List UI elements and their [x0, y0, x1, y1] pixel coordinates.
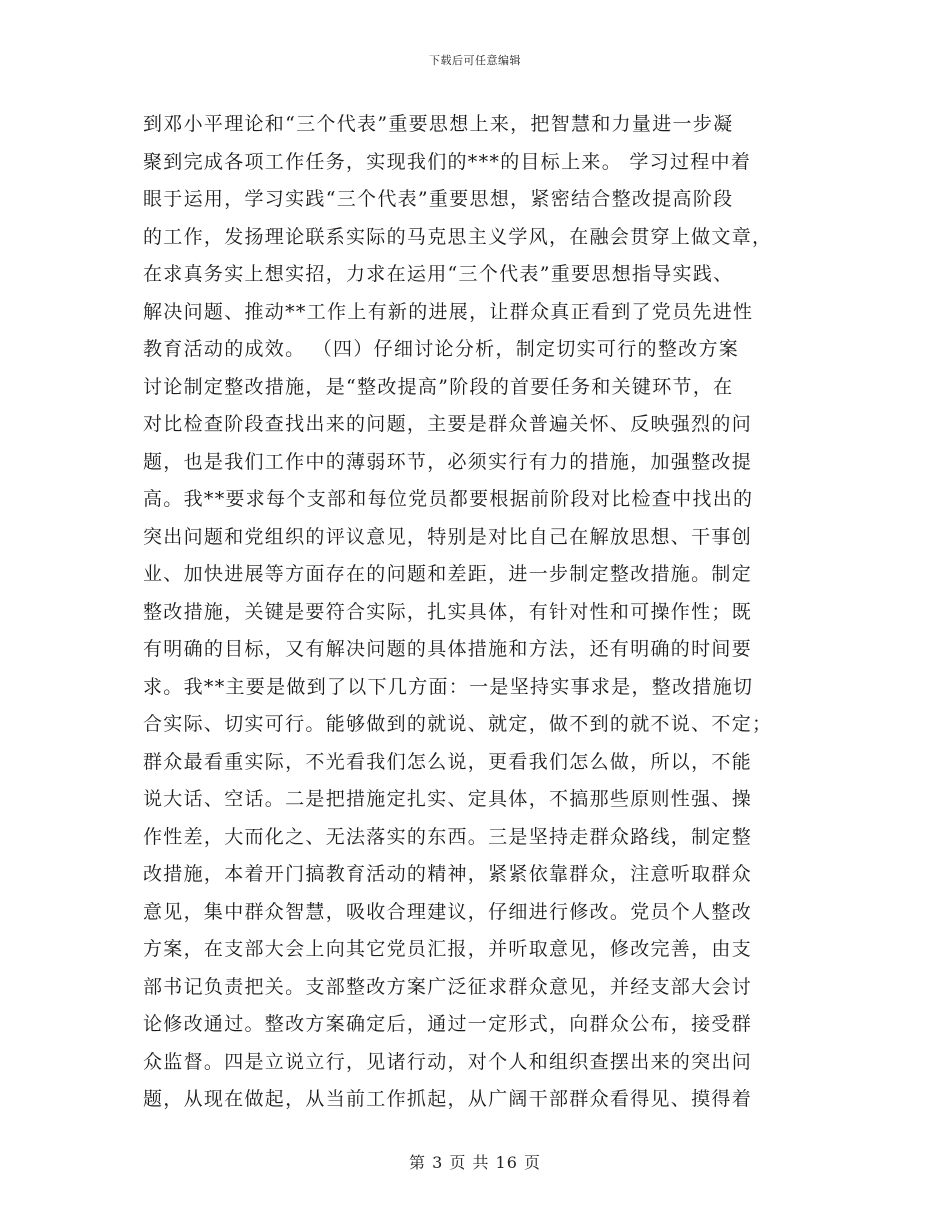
body-text — [143, 106, 803, 1119]
page-footer: 第 3 页 共 16 页 — [409, 1153, 541, 1172]
text-line: 方案，在支部大会上向其它党员汇报，并听取意见，修改完善，由支 — [143, 938, 753, 960]
text-line: 在求真务实上想实招，力求在运用“三个代表”重要思想指导实践、 — [143, 263, 734, 285]
text-line: 求。我**主要是做到了以下几方面：一是坚持实事求是，整改措施切 — [143, 675, 754, 698]
text-line: 题，从现在做起，从当前工作抓起，从广阔干部群众看得见、摸得着 — [143, 1088, 753, 1110]
text-line: 突出问题和党组织的评议意见，特别是对比自己在解放思想、干事创 — [143, 525, 753, 548]
text-line: 眼于运用，学习实践“三个代表”重要思想，紧密结合整改提高阶段 — [143, 188, 734, 210]
text-line: 聚到完成各项工作任务，实现我们的***的目标上来。 学习过程中着 — [143, 150, 752, 173]
text-line: 说大话、空话。二是把措施定扎实、定具体，不搞那些原则性强、操 — [143, 788, 753, 810]
text-line: 对比检查阶段查找出来的问题，主要是群众普遍关怀、反映强烈的问 — [143, 413, 753, 435]
text-line: 部书记负责把关。支部整改方案广泛征求群众意见，并经支部大会讨 — [143, 975, 753, 998]
text-line: 的工作，发扬理论联系实际的马克思主义学风，在融会贯穿上做文章， — [143, 225, 773, 248]
text-line: 业、加快进展等方面存在的问题和差距，进一步制定整改措施。制定 — [143, 563, 753, 585]
text-line: 到邓小平理论和“三个代表”重要思想上来，把智慧和力量进一步凝 — [143, 113, 734, 135]
text-line: 群众最看重实际，不光看我们怎么说，更看我们怎么做，所以，不能 — [143, 750, 753, 773]
text-line: 合实际、切实可行。能够做到的就说、就定，做不到的就不说、不定； — [143, 713, 773, 735]
page-header: 下载后可任意编辑 — [429, 54, 521, 67]
text-line: 整改措施，关键是要符合实际，扎实具体，有针对性和可操作性；既 — [143, 600, 753, 623]
text-line: 作性差，大而化之、无法落实的东西。三是坚持走群众路线，制定整 — [143, 825, 753, 848]
text-line: 题，也是我们工作中的薄弱环节，必须实行有力的措施，加强整改提 — [143, 450, 753, 473]
text-line: 意见，集中群众智慧，吸收合理建议，仔细进行修改。党员个人整改 — [143, 900, 753, 923]
text-line: 教育活动的成效。 （四）仔细讨论分析，制定切实可行的整改方案 — [143, 338, 740, 360]
text-line: 改措施，本着开门搞教育活动的精神，紧紧依靠群众，注意听取群众 — [143, 863, 753, 885]
text-line: 解决问题、推动**工作上有新的进展，让群众真正看到了党员先进性 — [143, 300, 754, 323]
text-line: 讨论制定整改措施，是“整改提高”阶段的首要任务和关键环节，在 — [143, 375, 734, 398]
text-line: 论修改通过。整改方案确定后，通过一定形式，向群众公布，接受群 — [143, 1013, 753, 1035]
text-line: 众监督。四是立说立行，见诸行动，对个人和组织查摆出来的突出问 — [143, 1050, 753, 1073]
text-line: 有明确的目标，又有解决问题的具体措施和方法，还有明确的时间要 — [143, 638, 753, 660]
text-line: 高。我**要求每个支部和每位党员都要根据前阶段对比检查中找出的 — [143, 488, 754, 510]
